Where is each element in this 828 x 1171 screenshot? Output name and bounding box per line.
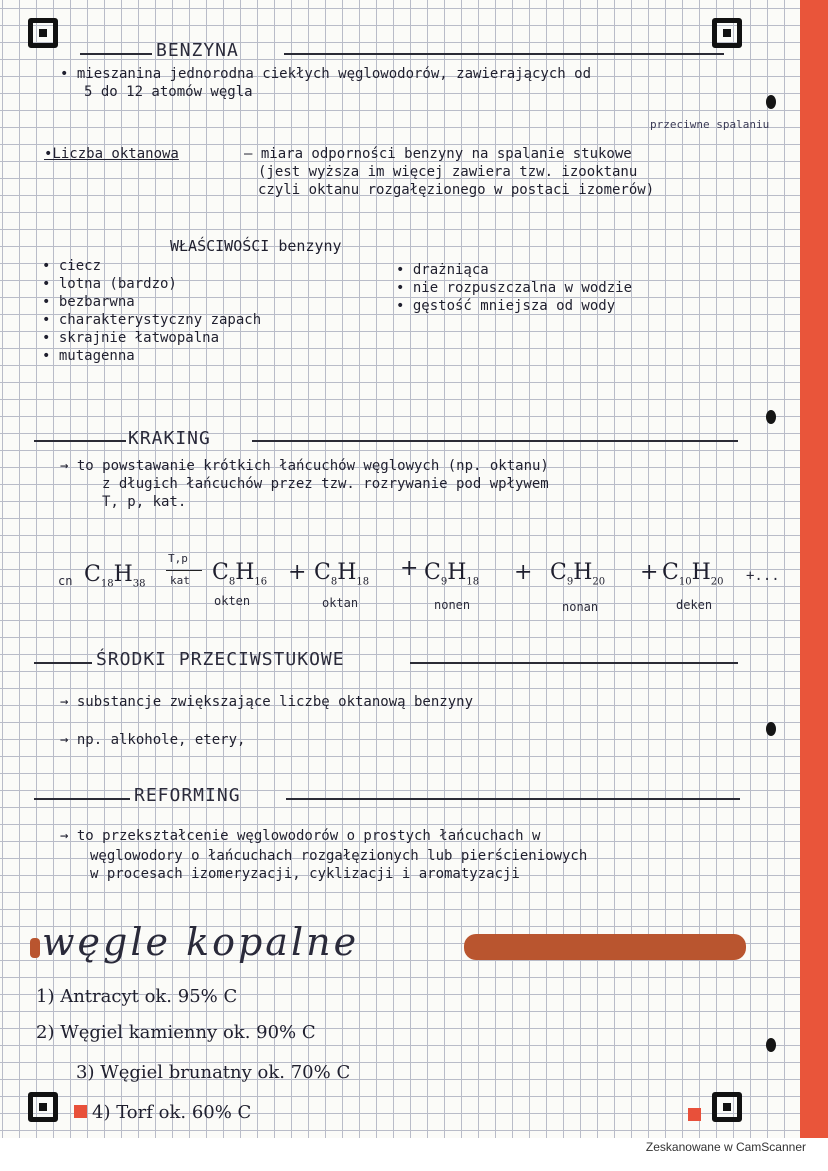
benzyna-definition-line-1: • mieszanina jednorodna ciekłych węglowodorów, zawierających od [60,66,592,82]
list-item: • charakterystyczny zapach [42,312,262,328]
product-formula: $C_{10}H_{20}$ [662,560,724,588]
list-item: • mutagenna [42,348,135,364]
condition-top: T,p [168,552,188,565]
red-square-mark [688,1108,701,1121]
heading-benzyna: BENZYNA [156,40,239,61]
red-square-mark [74,1105,87,1118]
product-name: okten [214,594,251,608]
list-item: • lotna (bardzo) [42,276,177,292]
binder-hole [766,1038,776,1052]
heading-rule [410,662,738,664]
plus-sign: + [400,556,419,581]
list-item: 1) Antracyt ok. 95% C [36,986,238,1007]
list-item: • bezbarwna [42,294,135,310]
marginal-note: przeciwne spalaniu [650,118,770,131]
product-formula: $C_8H_{18}$ [314,560,370,588]
heading-rule [284,53,724,55]
condition-bottom: kat [170,574,190,587]
srodki-line-1: → substancje zwiększające liczbę oktanową benzyny [60,694,474,710]
reactant-formula: $C_{18}H_{38}$ [84,562,146,590]
kraking-line-3: T, p, kat. [102,494,187,510]
benzyna-definition-line-2: 5 do 12 atomów węgla [84,84,253,100]
highlight-mark [30,938,40,958]
list-item: • nie rozpuszczalna w wodzie [396,280,633,296]
heading-wegle-kopalne: węgle kopalne [42,920,360,964]
binder-hole [766,722,776,736]
octane-line-1: – miara odporności benzyny na spalanie stukowe [244,146,632,162]
formula-tail: +... [746,568,780,584]
heading-kraking: KRAKING [128,428,211,449]
octane-line-2: (jest wyższa im więcej zawiera tzw. izooktanu [258,164,638,180]
product-name: deken [676,598,713,612]
scan-marker-top-right [712,18,742,48]
reforming-line-2: węglowodory o łańcuchach rozgałęzionych lub pierścieniowych [90,848,588,864]
list-item: 3) Węgiel brunatny ok. 70% C [76,1062,351,1083]
reforming-line-1: → to przekształcenie węglowodorów o prostych łańcuchach w [60,828,541,844]
product-formula: $C_9H_{18}$ [424,560,480,588]
octane-line-3: czyli oktanu rozgałęzionego w postaci izomerów) [258,182,655,198]
plus-sign: + [514,560,533,585]
kraking-line-2: z długich łańcuchów przez tzw. rozrywanie pod wpływem [102,476,549,492]
heading-rule [34,798,130,800]
product-name: nonen [434,598,471,612]
scan-marker-top-left [28,18,58,48]
list-item: • ciecz [42,258,102,274]
reforming-line-3: w procesach izomeryzacji, cyklizacji i aromatyzacji [90,866,520,882]
kraking-line-1: → to powstawanie krótkich łańcuchów węglowych (np. oktanu) [60,458,549,474]
product-formula: $C_8H_{16}$ [212,560,268,588]
heading-srodki: ŚRODKI PRZECIWSTUKOWE [96,649,345,670]
heading-rule [286,798,740,800]
list-item: • gęstość mniejsza od wody [396,298,616,314]
reaction-arrow [166,570,202,571]
scan-marker-bottom-right [712,1092,742,1122]
formula-prefix: cn [58,574,73,588]
highlight-bar [464,934,746,960]
list-item: 4) Torf ok. 60% C [92,1102,252,1123]
plus-sign: + [288,560,307,585]
properties-heading: WŁAŚCIWOŚCI benzyny [170,237,342,255]
product-formula: $C_9H_{20}$ [550,560,606,588]
product-name: oktan [322,596,359,610]
product-name: nonan [562,600,599,614]
camscanner-watermark: Zeskanowane w CamScanner [645,1140,806,1154]
heading-rule [34,662,92,664]
list-item: • drażniąca [396,262,489,278]
list-item: 2) Węgiel kamienny ok. 90% C [36,1022,316,1043]
page-edge [800,0,828,1138]
heading-rule [252,440,738,442]
heading-rule [34,440,126,442]
plus-sign: + [640,560,659,585]
octane-label: •Liczba oktanowa [44,146,179,162]
binder-hole [766,410,776,424]
heading-rule [80,53,152,55]
list-item: • skrajnie łatwopalna [42,330,220,346]
binder-hole [766,95,776,109]
heading-reforming: REFORMING [134,785,241,806]
scan-marker-bottom-left [28,1092,58,1122]
srodki-line-2: → np. alkohole, etery, [60,732,246,748]
